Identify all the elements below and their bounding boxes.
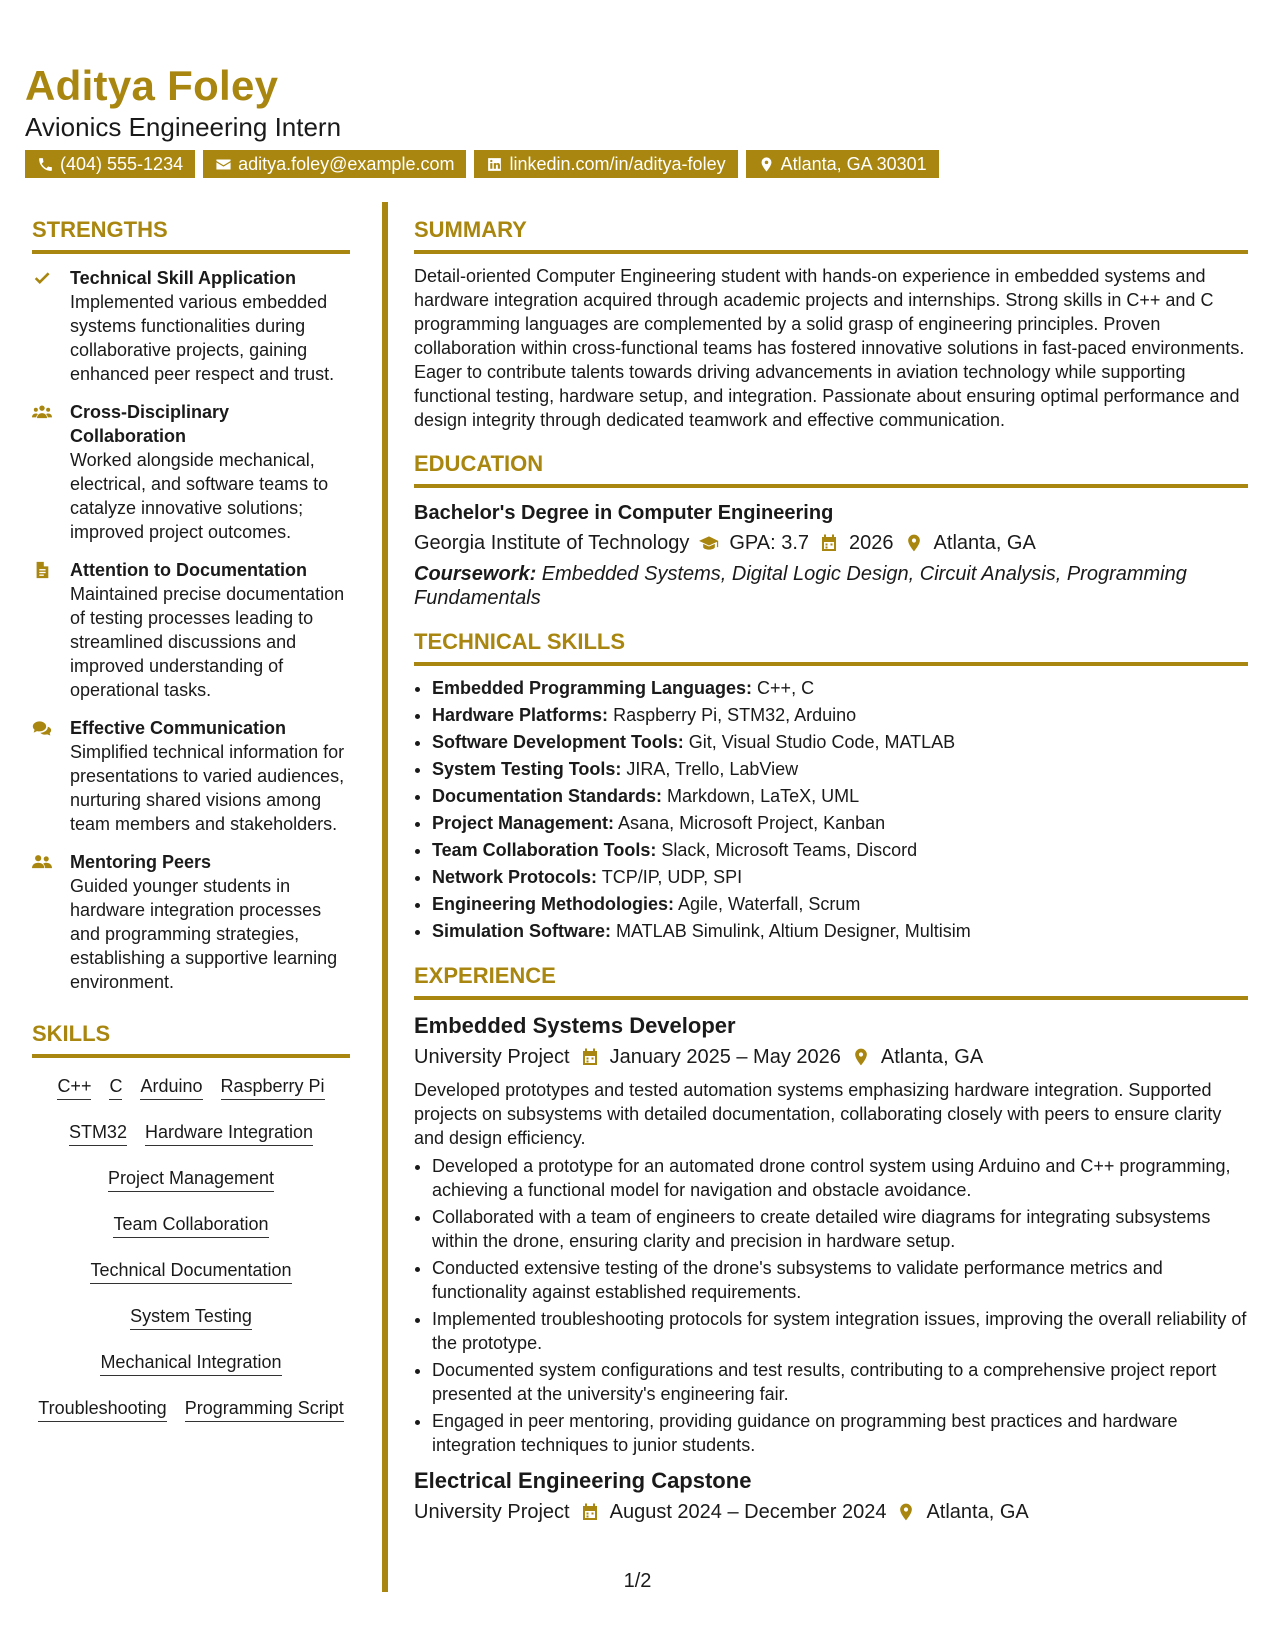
skill-label: Software Development Tools: [432,732,684,752]
list-item [432,892,1248,917]
skill-tag: Technical Documentation [90,1258,291,1284]
skill-value: TCP/IP, UDP, SPI [597,867,743,887]
skills-section [32,1020,350,1422]
skill-value: Markdown, LaTeX, UML [662,786,860,806]
job-meta [414,1497,1248,1527]
skill-tag: System Testing [130,1304,252,1330]
job-dates: January 2025 – May 2026 [609,1046,841,1068]
contact-phone-text: (404) 555-1234 [60,154,184,174]
user-friends-icon [32,853,52,871]
linkedin-icon [486,156,503,173]
map-pin-icon [904,533,924,553]
graduation-year: 2026 [849,532,894,554]
list-item: • Documented system configurations and test results, contributing to a comprehensive project report presented at the university's engineering fair. [432,1358,1248,1406]
coursework [414,562,1248,610]
contact-email[interactable] [203,150,466,178]
comments-icon [32,719,52,737]
job-bullets [414,1154,1248,1457]
skill-value: Agile, Waterfall, Scrum [674,894,861,914]
skill-tag: C++ [57,1074,91,1100]
candidate-title: Avionics Engineering Intern [25,112,342,142]
skill-tag: STM32 [69,1120,127,1146]
map-pin-icon [758,156,775,173]
check-icon [32,269,52,287]
list-item [432,757,1248,782]
skill-label: Embedded Programming Languages: [432,678,753,698]
skill-value: C++, C [752,678,815,698]
job-dates: August 2024 – December 2024 [609,1501,887,1523]
list-item [432,838,1248,863]
left-column [32,216,350,1422]
education-section [414,450,1248,610]
users-icon [32,403,52,421]
skill-tag: Team Collaboration [113,1212,268,1238]
strength-item [32,716,350,836]
strength-title: Cross-Disciplinary Collaboration [70,402,230,446]
list-item [432,703,1248,728]
education-heading: EDUCATION [414,450,1248,488]
strengths-heading: STRENGTHS [32,216,350,254]
experience-heading: EXPERIENCE [414,962,1248,1000]
map-pin-icon [896,1502,916,1522]
strength-item [32,850,350,994]
calendar-icon [819,533,839,553]
strength-desc: Worked alongside mechanical, electrical, and software teams to catalyze innovative solutions; improved project outcomes. [70,450,329,542]
skill-label: System Testing Tools: [432,759,622,779]
technical-skills-list [414,676,1248,944]
summary-text: Detail-oriented Computer Engineering student with hands-on experience in embedded systems and hardware integration acquired through academic projects and internships. Strong skills in C++ and C programming languages are complemented by a solid grasp of engineering principles. Proven collaboration within cross-functional teams has fostered innovative solutions in fast-paced environments. Eager to contribute talents towards driving advancements in aviation technology while supporting functional testing, hardware setup, and integration. Passionate about ensuring optimal performance and design integrity through dedicated teamwork and effective communication. [414,266,1245,430]
list-item: • Collaborated with a team of engineers to create detailed wire diagrams for integrating subsystems within the drone, ensuring clarity and precision in hardware setup. [432,1205,1248,1253]
calendar-icon [580,1502,600,1522]
gpa-value: GPA: 3.7 [729,532,810,554]
envelope-icon [215,156,232,173]
map-pin-icon [851,1047,871,1067]
list-item [432,811,1248,836]
right-column [414,216,1248,1527]
list-item [432,919,1248,944]
contact-location-text: Atlanta, GA 30301 [780,154,927,174]
skill-label: Engineering Methodologies: [432,894,674,914]
list-item [432,676,1248,701]
document-icon [32,561,52,579]
skill-value: Slack, Microsoft Teams, Discord [656,840,918,860]
job-meta [414,1042,1248,1072]
contact-location [746,150,939,178]
skill-tag: Raspberry Pi [221,1074,325,1100]
column-divider [382,202,388,1592]
contact-email-text: aditya.foley@example.com [238,154,455,174]
strength-title: Attention to Documentation [70,560,307,580]
skill-tag: Programming Script [185,1396,344,1422]
skill-label: Team Collaboration Tools: [432,840,657,860]
degree-title: Bachelor's Degree in Computer Engineering [414,502,834,524]
strength-desc: Maintained precise documentation of testing processes leading to streamlined discussions and improved understanding of operational tasks. [70,584,345,700]
skills-heading: SKILLS [32,1020,350,1058]
skill-tag: Project Management [108,1166,274,1192]
skill-value: Asana, Microsoft Project, Kanban [614,813,886,833]
coursework-list: Embedded Systems, Digital Logic Design, Circuit Analysis, Programming Fundamentals [414,563,1187,609]
education-meta [414,528,1248,558]
list-item: • Implemented troubleshooting protocols for system integration issues, improving the overall reliability of the prototype. [432,1307,1248,1355]
skill-tag: Mechanical Integration [100,1350,281,1376]
candidate-name: Aditya Foley [25,62,279,109]
page-number: 1/2 [623,1570,652,1592]
summary-section [414,216,1248,432]
strength-desc: Simplified technical information for presentations to varied audiences, nurturing shared visions among team members and stakeholders. [70,742,345,834]
job-title: Electrical Engineering Capstone [414,1468,752,1493]
strength-item [32,400,350,544]
strength-title: Effective Communication [70,718,287,738]
skill-value: MATLAB Simulink, Altium Designer, Multisim [611,921,971,941]
strength-desc: Guided younger students in hardware integration processes and programming strategies, establishing a supportive learning environment. [70,876,338,992]
skill-label: Simulation Software: [432,921,612,941]
strengths-list [32,266,350,994]
summary-heading: SUMMARY [414,216,1248,254]
experience-section [414,962,1248,1527]
school-location: Atlanta, GA [933,532,1036,554]
job-location: Atlanta, GA [926,1501,1029,1523]
skill-tag: Arduino [140,1074,202,1100]
list-item [432,730,1248,755]
skill-value: Raspberry Pi, STM32, Arduino [608,705,857,725]
skill-value: Git, Visual Studio Code, MATLAB [683,732,956,752]
job-location: Atlanta, GA [880,1046,984,1068]
strength-title: Technical Skill Application [70,268,297,288]
skill-tag: Hardware Integration [145,1120,313,1146]
contact-linkedin[interactable] [474,150,737,178]
skill-tag: Troubleshooting [38,1396,166,1422]
list-item [432,784,1248,809]
calendar-icon [580,1047,600,1067]
skill-tag: C [109,1074,122,1100]
skill-label: Project Management: [432,813,615,833]
strength-item [32,266,350,386]
list-item [432,865,1248,890]
school-name: Georgia Institute of Technology [414,532,690,554]
contact-bar [25,150,1250,178]
job-org: University Project [414,1501,570,1523]
skill-label: Network Protocols: [432,867,598,887]
skill-value: JIRA, Trello, LabView [621,759,799,779]
list-item: • Engaged in peer mentoring, providing guidance on programming best practices and hardware integration techniques to junior students. [432,1409,1248,1457]
job-org: University Project [414,1046,570,1068]
skill-label: Hardware Platforms: [432,705,609,725]
strength-title: Mentoring Peers [70,852,212,872]
skill-label: Documentation Standards: [432,786,663,806]
contact-linkedin-text: linkedin.com/in/aditya-foley [509,154,726,174]
phone-icon [37,156,54,173]
job-title: Embedded Systems Developer [414,1013,736,1038]
contact-phone[interactable] [25,150,195,178]
coursework-label: Coursework: [414,563,537,585]
technical-skills-heading: TECHNICAL SKILLS [414,628,1248,666]
list-item: • Developed a prototype for an automated drone control system using Arduino and C++ programming, achieving a functional model for navigation and obstacle avoidance. [432,1154,1248,1202]
strength-desc: Implemented various embedded systems functionalities during collaborative projects, gaining enhanced peer respect and trust. [70,292,335,384]
skills-tags [32,1074,350,1422]
strength-item [32,558,350,702]
list-item: • Conducted extensive testing of the drone's subsystems to validate performance metrics and functionality against established requirements. [432,1256,1248,1304]
resume-header [25,60,1250,178]
graduation-cap-icon [699,533,719,553]
job-summary: Developed prototypes and tested automation systems emphasizing hardware integration. Supported projects on subsystems with detailed documentation, collaborating closely with peers to ensure clarity and design efficiency. [414,1080,1222,1148]
technical-skills-section [414,628,1248,944]
